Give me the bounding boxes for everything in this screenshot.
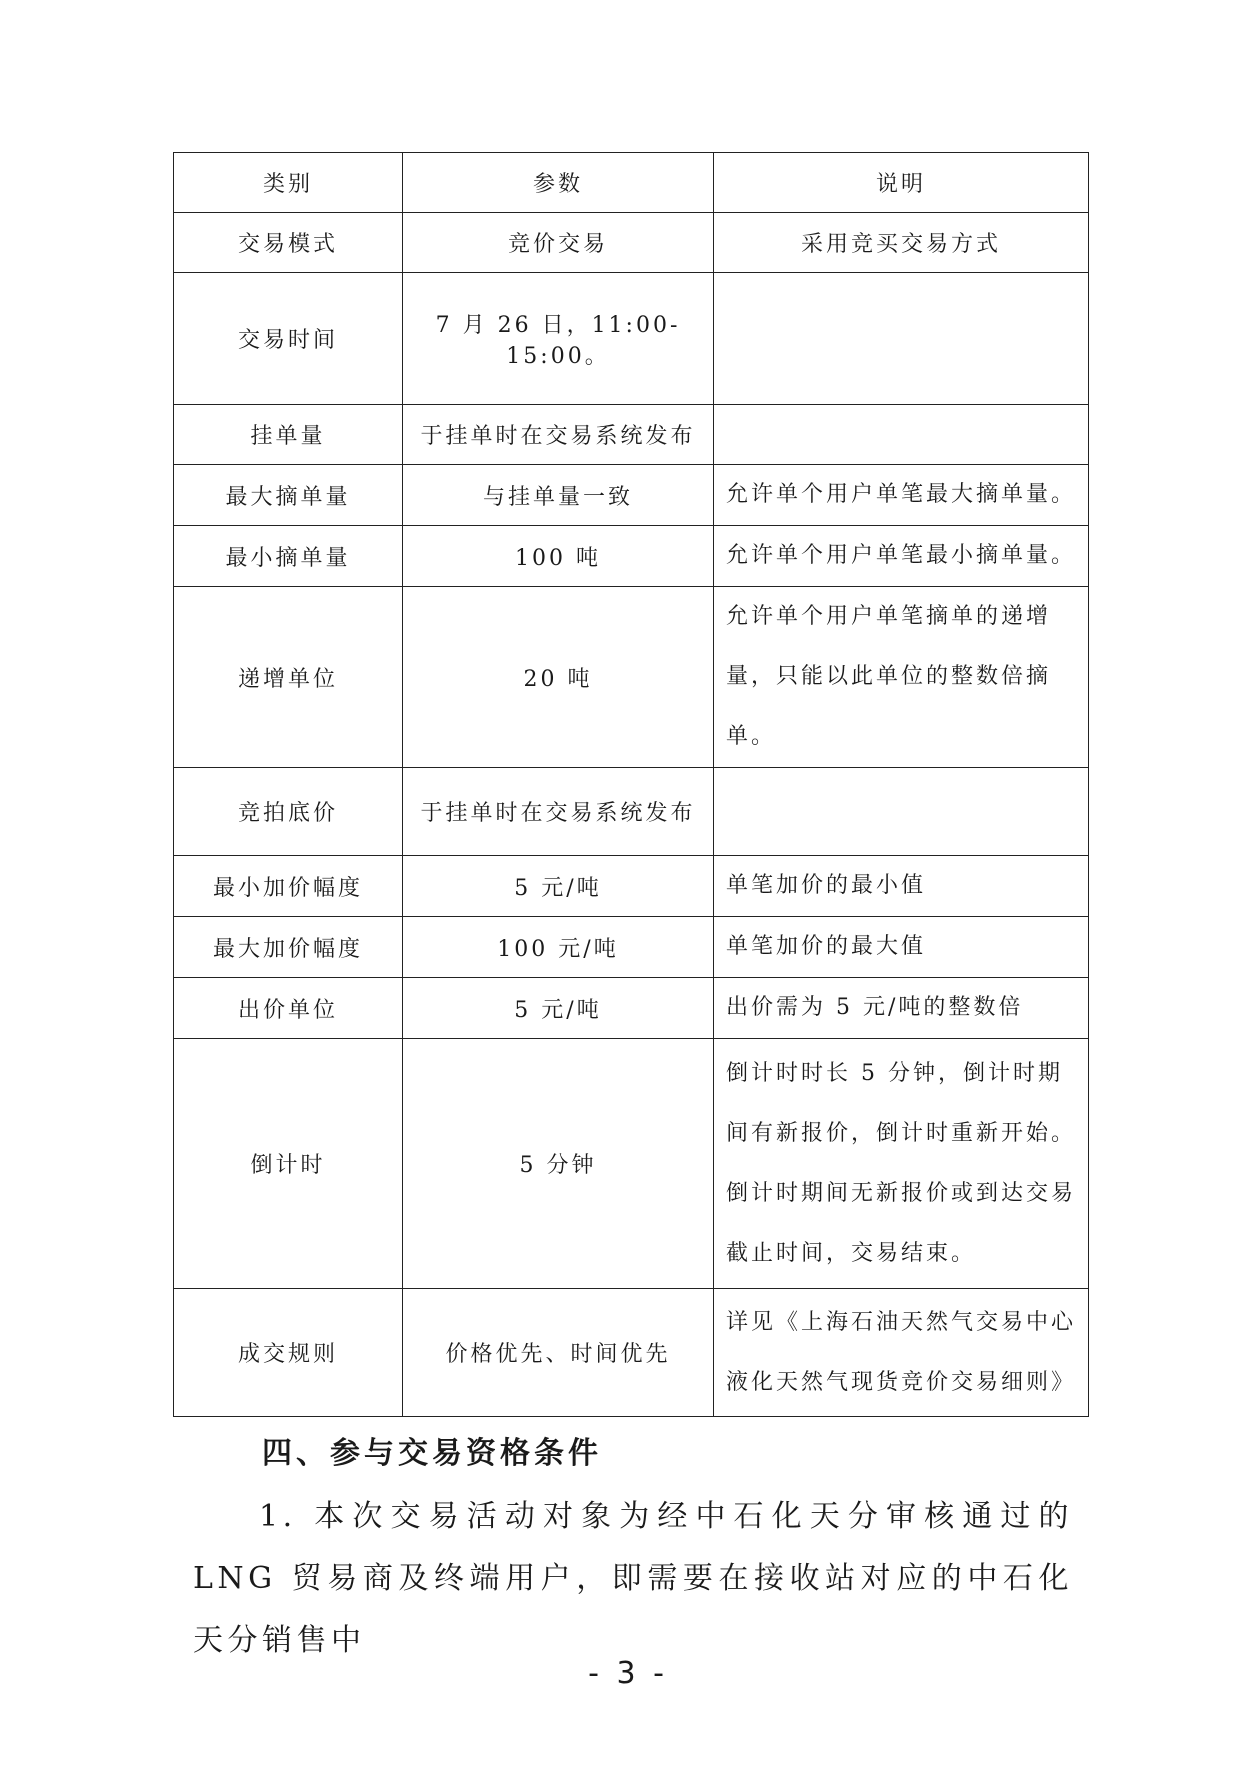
trading-parameters-table: [173, 152, 1089, 1417]
table-row: [174, 213, 1089, 273]
row-category: 最小加价幅度: [174, 856, 403, 917]
row-category: 递增单位: [174, 587, 403, 768]
row-parameter: 于挂单时在交易系统发布: [403, 405, 714, 465]
row-parameter: 20 吨: [403, 587, 714, 768]
header-category: 类别: [174, 153, 403, 213]
row-parameter: 100 吨: [403, 526, 714, 587]
table-row: [174, 465, 1089, 526]
table-row: [174, 587, 1089, 768]
table-row: [174, 917, 1089, 978]
table-header-row: [174, 153, 1089, 213]
table-row: [174, 856, 1089, 917]
table-row: [174, 1039, 1089, 1289]
row-description: 倒计时时长 5 分钟，倒计时期间有新报价，倒计时重新开始。倒计时期间无新报价或到达交易截止时间，交易结束。: [714, 1039, 1089, 1289]
row-description: 采用竞买交易方式: [714, 213, 1089, 273]
header-parameter: 参数: [403, 153, 714, 213]
table-row: [174, 978, 1089, 1039]
table-row: [174, 1289, 1089, 1417]
row-description: 允许单个用户单笔最小摘单量。: [714, 526, 1089, 587]
row-description: [714, 273, 1089, 405]
row-parameter: 7 月 26 日，11:00-15:00。: [403, 273, 714, 405]
page-number: - 3 -: [588, 1656, 668, 1691]
table-row: [174, 273, 1089, 405]
row-parameter: 5 元/吨: [403, 856, 714, 917]
row-parameter: 于挂单时在交易系统发布: [403, 768, 714, 856]
row-category: 最大加价幅度: [174, 917, 403, 978]
section-heading: 四、参与交易资格条件: [262, 1436, 602, 1471]
row-description: 允许单个用户单笔摘单的递增量，只能以此单位的整数倍摘单。: [714, 587, 1089, 768]
row-description: 允许单个用户单笔最大摘单量。: [714, 465, 1089, 526]
row-category: 出价单位: [174, 978, 403, 1039]
header-description: 说明: [714, 153, 1089, 213]
row-category: 倒计时: [174, 1039, 403, 1289]
row-category: 竞拍底价: [174, 768, 403, 856]
row-description: 详见《上海石油天然气交易中心液化天然气现货竞价交易细则》: [714, 1289, 1089, 1417]
row-parameter: 5 元/吨: [403, 978, 714, 1039]
body-paragraph: 1. 本次交易活动对象为经中石化天分审核通过的 LNG 贸易商及终端用户，即需要在接收站对应的中石化天分销售中: [193, 1499, 1073, 1658]
row-parameter: 100 元/吨: [403, 917, 714, 978]
table-row: [174, 526, 1089, 587]
row-parameter: 与挂单量一致: [403, 465, 714, 526]
row-category: 最小摘单量: [174, 526, 403, 587]
table-row: [174, 768, 1089, 856]
row-category: 成交规则: [174, 1289, 403, 1417]
row-category: 挂单量: [174, 405, 403, 465]
row-parameter: 竞价交易: [403, 213, 714, 273]
row-category: 最大摘单量: [174, 465, 403, 526]
row-parameter: 5 分钟: [403, 1039, 714, 1289]
row-description: [714, 768, 1089, 856]
row-category: 交易时间: [174, 273, 403, 405]
table-row: [174, 405, 1089, 465]
row-category: 交易模式: [174, 213, 403, 273]
row-description: [714, 405, 1089, 465]
row-description: 出价需为 5 元/吨的整数倍: [714, 978, 1089, 1039]
row-parameter: 价格优先、时间优先: [403, 1289, 714, 1417]
row-description: 单笔加价的最小值: [714, 856, 1089, 917]
row-description: 单笔加价的最大值: [714, 917, 1089, 978]
